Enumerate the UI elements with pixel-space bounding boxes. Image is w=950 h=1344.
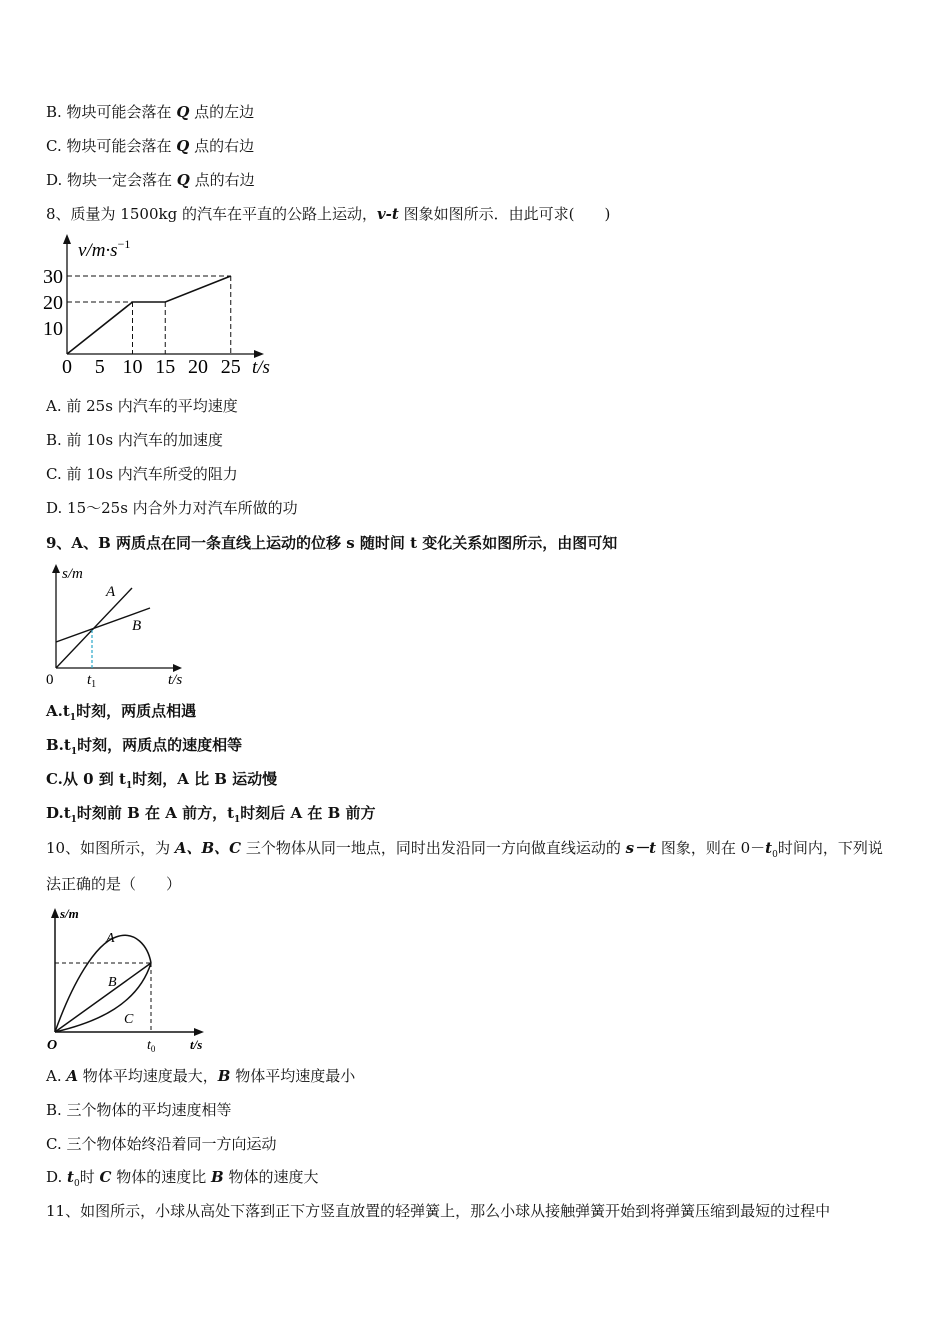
q7-option-d: D. 物块一定会落在 Q 点的右边 <box>46 171 255 189</box>
q7-option-c: C. 物块可能会落在 Q 点的右边 <box>46 137 255 155</box>
q9-t1-label: $t_1$ <box>87 672 97 690</box>
q10-label-a: A <box>106 931 115 946</box>
q8-x-tick-label: 10 <box>122 356 143 378</box>
q10-y-axis-label: s/m <box>60 906 79 921</box>
q10-curve-a <box>55 935 151 1032</box>
q10-option-a: A. A 物体平均速度最大，B 物体平均速度最小 <box>46 1067 356 1085</box>
q9-x-axis-arrow <box>173 664 182 672</box>
q11-stem: 11、如图所示，小球从高处下落到正下方竖直放置的轻弹簧上，那么小球从接触弹簧开始到将弹簧压缩到最短的过程中 <box>46 1202 831 1220</box>
q10-option-d: D. $t_0$时 C 物体的速度比 B 物体的速度大 <box>46 1168 319 1189</box>
q8-velocity-line <box>67 276 231 354</box>
q8-vt-graph <box>40 232 290 382</box>
q9-label-a: A <box>106 584 116 600</box>
q8-option-c: C. 前 10s 内汽车所受的阻力 <box>46 465 238 483</box>
q9-label-b: B <box>132 618 142 634</box>
q10-x-axis-arrow <box>194 1028 204 1036</box>
q10-label-b: B <box>108 975 117 990</box>
q9-option-b: $B.t_1$时刻，两质点的速度相等 <box>46 736 243 757</box>
q9-y-axis-label: s/m <box>62 566 83 582</box>
q9-option-a: $A.t_1$时刻，两质点相遇 <box>46 702 197 723</box>
q8-x-tick-label: 15 <box>155 356 176 378</box>
q9-option-c: C.从 0 到 $t_1$时刻，A 比 B 运动慢 <box>46 770 278 791</box>
q8-stem: 8、质量为 1500kg 的汽车在平直的公路上运动，v-t 图象如图所示．由此可求( ) <box>46 205 611 223</box>
q9-x-axis-label: t/s <box>168 672 183 688</box>
q10-label-c: C <box>124 1012 134 1027</box>
q9-stem: 9、A、B 两质点在同一条直线上运动的位移 s 随时间 t 变化关系如图所示，由图可知 <box>46 534 618 552</box>
q10-st-graph <box>40 904 215 1059</box>
q9-option-d: $D.t_1$时刻前 B 在 A 前方，$t_1$时刻后 A 在 B 前方 <box>46 804 376 825</box>
q8-x-axis-label: t/s <box>252 357 270 378</box>
q10-x-axis-label: t/s <box>190 1037 203 1052</box>
q9-y-axis-arrow <box>52 564 60 573</box>
q8-x-tick-label: 5 <box>94 356 105 378</box>
q8-y-tick-label: 30 <box>43 266 63 288</box>
q8-x-tick-label: 25 <box>220 356 241 378</box>
q10-option-b: B. 三个物体的平均速度相等 <box>46 1101 232 1119</box>
q10-stem-line1: 10、如图所示，为 A、B、C 三个物体从同一地点，同时出发沿同一方向做直线运动的 s－t 图象，则在 $0-t_0$时间内，下列说 <box>46 839 883 860</box>
q8-y-axis-arrow <box>63 234 71 244</box>
q10-option-c: C. 三个物体始终沿着同一方向运动 <box>46 1135 277 1153</box>
q8-option-d: D. 15～25s 内合外力对汽车所做的功 <box>46 499 298 517</box>
q9-origin-label: 0 <box>46 672 54 688</box>
q8-option-a: A. 前 25s 内汽车的平均速度 <box>46 397 238 415</box>
q10-stem-line2: 法正确的是（ ） <box>46 875 182 893</box>
q10-origin-label: O <box>47 1038 58 1053</box>
q8-x-tick-label: 0 <box>62 356 72 378</box>
q8-y-tick-label: 10 <box>43 318 63 340</box>
q10-t0-label: $t_0$ <box>147 1038 156 1054</box>
q7-option-b: B. 物块可能会落在 Q 点的左边 <box>46 103 255 121</box>
q8-x-tick-label: 20 <box>188 356 208 378</box>
q10-y-axis-arrow <box>51 908 59 918</box>
q8-y-axis-label: $v/m\cdot s^{-1}$ <box>78 237 131 261</box>
q8-option-b: B. 前 10s 内汽车的加速度 <box>46 431 223 449</box>
q8-y-tick-label: 20 <box>43 292 63 314</box>
q9-st-graph <box>40 560 200 692</box>
